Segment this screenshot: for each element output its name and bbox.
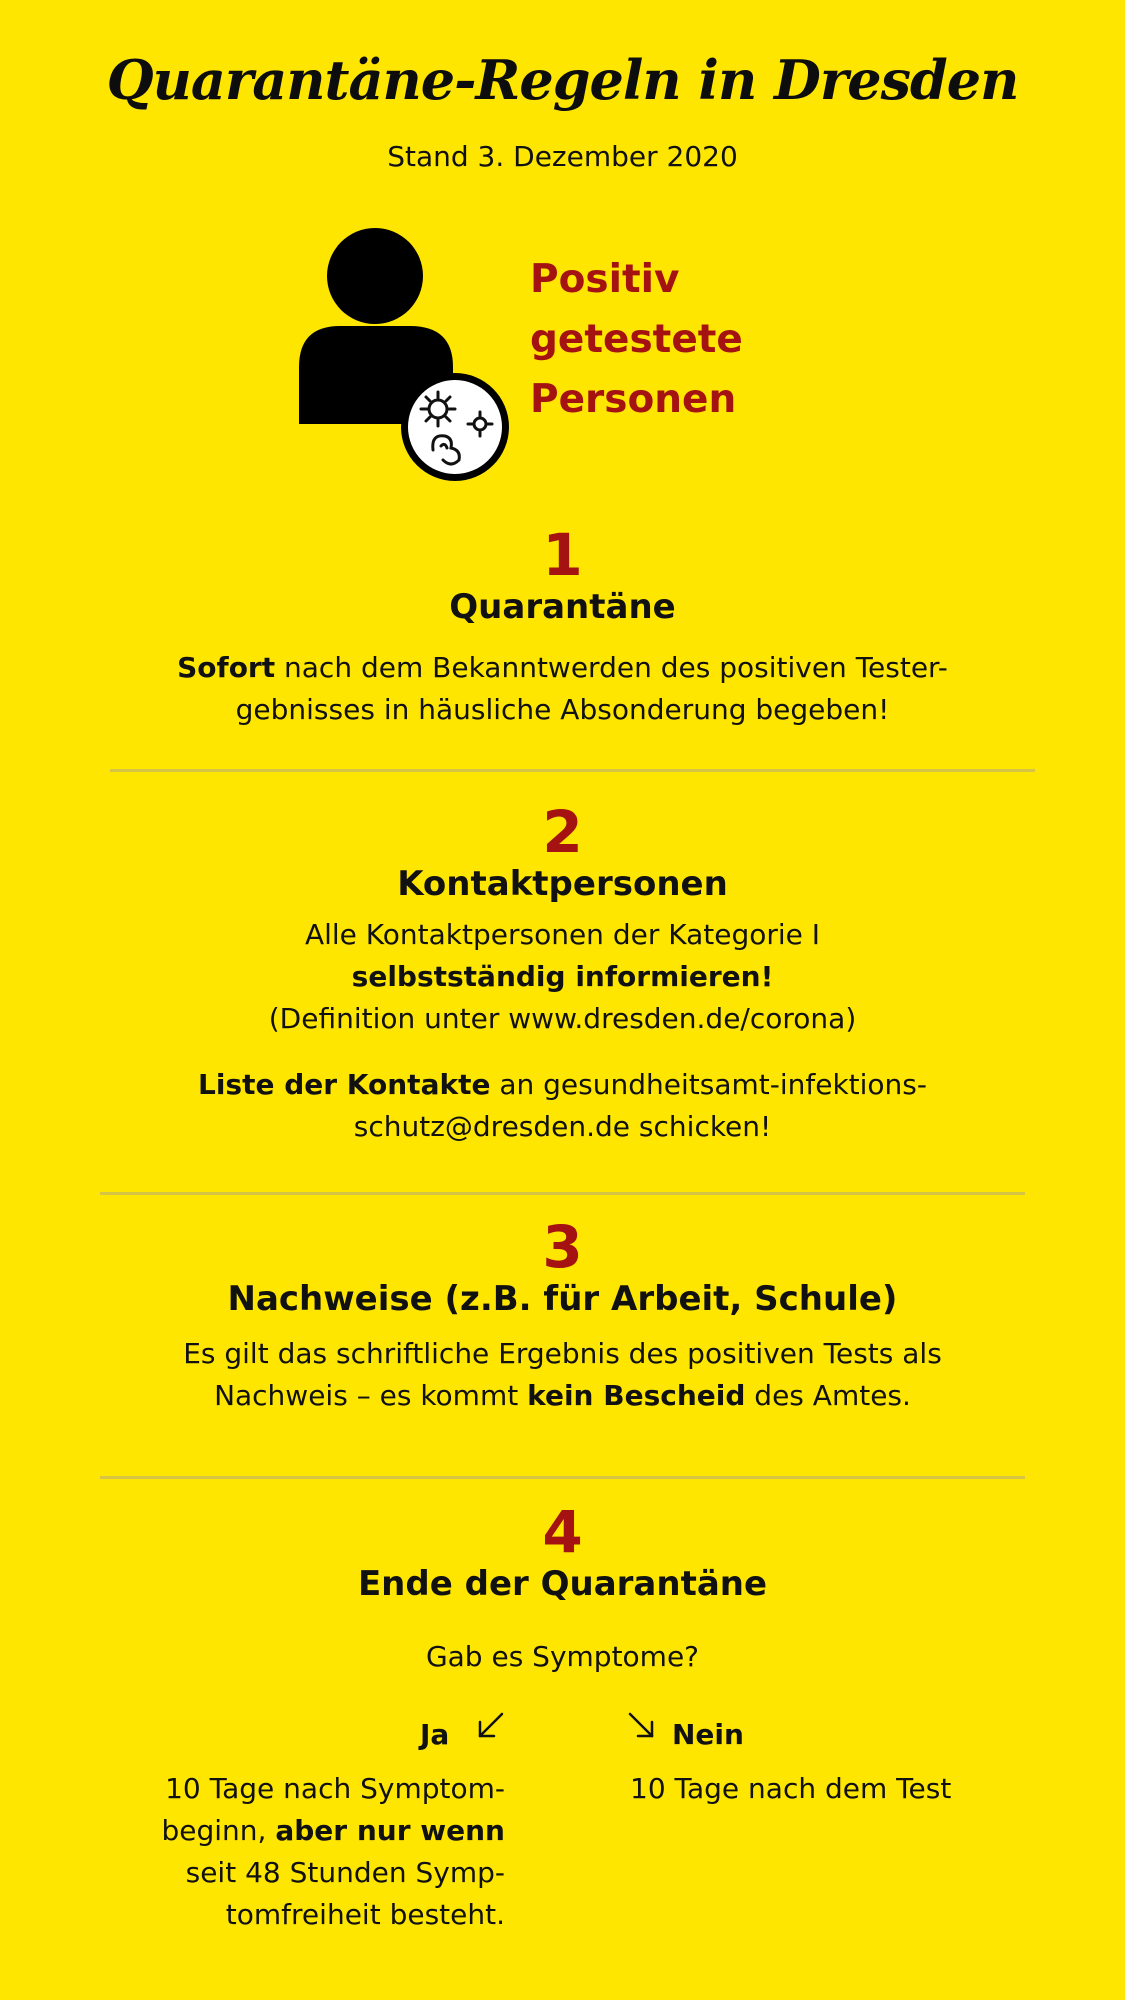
hero-label [530,250,743,430]
section-kontaktpersonen [0,800,1125,1148]
no-label: Nein [672,1718,744,1751]
section-text [0,1333,1125,1417]
body-text: gebnisses in häusliche Absonderung begeben! [235,693,890,726]
section-title: Nachweise (z.B. für Arbeit, Schule) [227,1279,898,1319]
emphasis-text: Sofort [177,651,276,684]
arrow-down-left-icon [474,1708,508,1742]
body-text: beginn, [161,1814,276,1847]
yes-label: Ja [420,1718,450,1751]
arrow-down-right-icon [624,1708,658,1742]
yes-answer-text [150,1768,505,1936]
divider [100,1476,1025,1479]
body-text: seit 48 Stunden Symp- [185,1856,505,1889]
body-text: des Amtes. [745,1379,911,1412]
section-title: Quarantäne [449,587,676,627]
emphasis-text: selbstständig informieren! [351,960,774,993]
divider [100,1192,1025,1195]
emphasis-text: aber nur wenn [275,1814,505,1847]
section-number: 2 [542,798,583,866]
section-text [0,914,1125,1148]
section-title: Ende der Quarantäne [357,1564,768,1604]
section-text [0,647,1125,731]
section-number: 4 [542,1498,583,1566]
divider [110,769,1035,772]
symptom-question: Gab es Symptome? [425,1640,700,1673]
body-text: (Definition unter www.dresden.de/corona) [268,1002,857,1035]
date-subtitle: Stand 3. Dezember 2020 [387,140,738,173]
section-title: Kontaktpersonen [397,864,728,904]
hero-label-line: Personen [530,377,737,422]
hero-label-line: getestete [530,317,743,362]
section-ende-quarantaene [0,1500,1125,1678]
page-title: Quarantäne-Regeln in Dresden [106,48,1019,112]
emphasis-text: Liste der Kontakte [197,1068,491,1101]
body-text: an gesundheitsamt-infektions- [490,1068,927,1101]
person-virus-icon [295,222,515,492]
section-quarantaene [0,523,1125,731]
section-number: 3 [542,1213,583,1281]
body-text: Alle Kontaktpersonen der Kategorie I [304,918,821,951]
hero-label-line: Positiv [530,257,680,302]
body-text: schutz@dresden.de schicken! [353,1110,772,1143]
body-text: 10 Tage nach Symptom- [165,1772,505,1805]
body-text: tomfreiheit besteht. [225,1898,505,1931]
body-text: Nachweis – es kommt [214,1379,528,1412]
no-answer-text: 10 Tage nach dem Test [630,1772,952,1805]
emphasis-text: kein Bescheid [527,1379,746,1412]
body-text: nach dem Bekanntwerden des positiven Tester- [275,651,948,684]
body-text: Es gilt das schriftliche Ergebnis des positiven Tests als [183,1337,942,1370]
section-nachweise [0,1215,1125,1417]
section-number: 1 [542,521,583,589]
